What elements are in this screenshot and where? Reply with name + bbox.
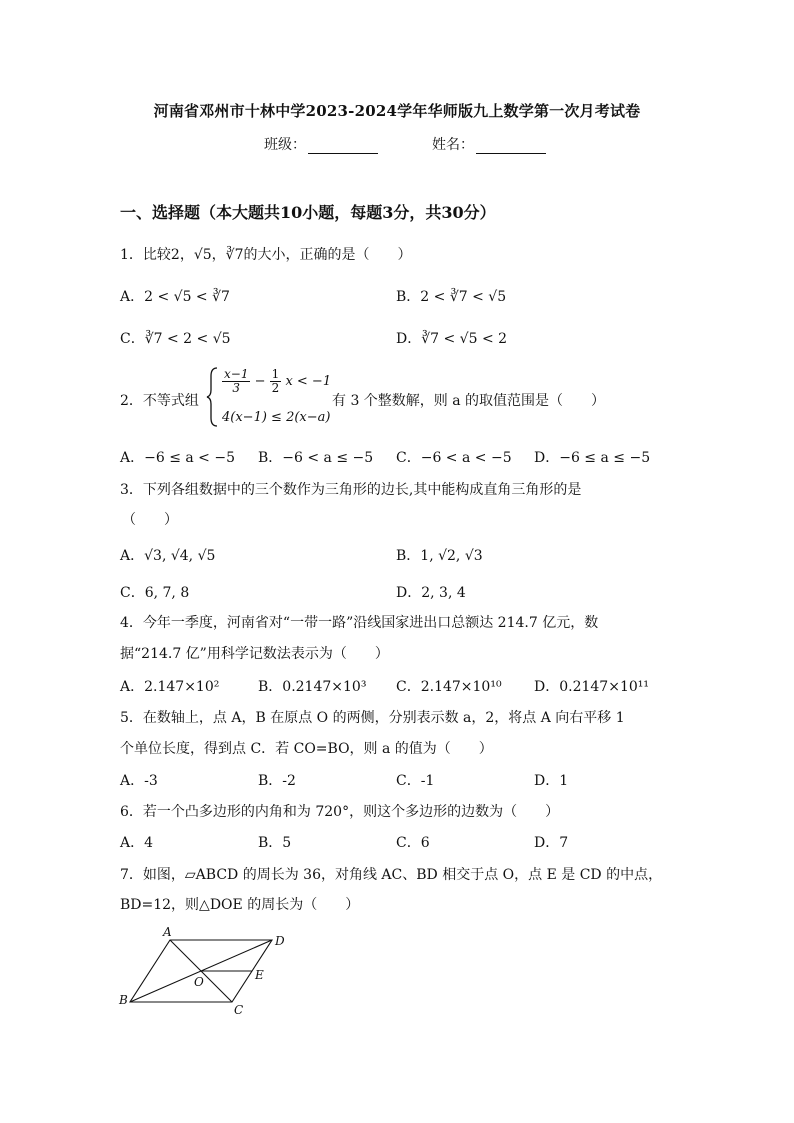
q6-option-c: C．6 [396, 835, 430, 851]
q2-row1-denominator2: 2 [271, 381, 280, 395]
name-blank [476, 139, 546, 154]
class-blank [308, 139, 378, 154]
q5-option-d: D．1 [534, 773, 569, 789]
section-title: 一、选择题（本大题共10小题，每题3分，共30分） [120, 203, 496, 222]
q3-stem: 3．下列各组数据中的三个数作为三角形的边长,其中能构成直角三角形的是 [120, 482, 582, 498]
parallelogram-figure [115, 922, 295, 1017]
q4-option-d: D．0.2147×10¹¹ [534, 679, 649, 695]
q2-row1 [222, 368, 331, 395]
q4-option-c: C．2.147×10¹⁰ [396, 679, 502, 695]
q2-suffix: 有 3 个整数解，则 a 的取值范围是（ ） [332, 393, 606, 409]
q2-row1-denominator: 3 [232, 381, 241, 395]
name-label: 姓名： [432, 137, 474, 153]
q2-row1-numerator2: 1 [271, 367, 280, 381]
q2-row1-minus: − [254, 374, 266, 389]
q4-stem: 4．今年一季度，河南省对“一带一路”沿线国家进出口总额达 214.7 亿元，数 [120, 615, 599, 631]
q2-row1-tail: x < −1 [285, 374, 332, 389]
label-o: O [194, 975, 204, 989]
q3-option-c: C．6, 7, 8 [120, 585, 190, 601]
q6-option-d: D．7 [534, 835, 569, 851]
q2-brace [206, 366, 220, 428]
q5-option-b: B．-2 [258, 773, 296, 789]
q1-stem: 1．比较2，√5，∛7的大小，正确的是（ ） [120, 247, 412, 263]
q5-stem-line2: 个单位长度，得到点 C．若 CO=BO，则 a 的值为（ ） [120, 741, 493, 757]
label-a: A [163, 925, 172, 939]
q7-stem: 7．如图，▱ABCD 的周长为 36，对角线 AC、BD 相交于点 O，点 E 是 CD 的中点， [120, 867, 663, 883]
q2-row2: 4(x−1) ≤ 2(x−a) [222, 410, 331, 425]
q2-row1-numerator: x−1 [224, 367, 249, 381]
q1-option-c: C．∛7 < 2 < √5 [120, 331, 231, 347]
q5-option-a: A．-3 [120, 773, 158, 789]
q4-option-a: A．2.147×10² [120, 679, 220, 695]
name-field [432, 134, 546, 154]
class-field [264, 134, 378, 154]
q2-option-a: A．−6 ≤ a < −5 [120, 450, 235, 466]
q2-option-c: C．−6 < a < −5 [396, 450, 512, 466]
q1-option-b: B．2 < ∛7 < √5 [396, 289, 507, 305]
class-label: 班级： [264, 137, 306, 153]
q3-stem-paren: （ ） [122, 512, 178, 528]
q3-option-b: B．1, √2, √3 [396, 548, 483, 564]
q2-prefix: 2．不等式组 [120, 393, 199, 409]
q3-option-d: D．2, 3, 4 [396, 585, 466, 601]
q2-option-b: B．−6 < a ≤ −5 [258, 450, 374, 466]
label-d: D [275, 934, 285, 948]
q5-stem: 5．在数轴上，点 A，B 在原点 O 的两侧，分别表示数 a，2，将点 A 向右平移 1 [120, 710, 625, 726]
q2-option-d: D．−6 ≤ a ≤ −5 [534, 450, 651, 466]
q6-stem: 6．若一个凸多边形的内角和为 720°，则这个多边形的边数为（ ） [120, 804, 560, 820]
q7-stem-line2: BD=12，则△DOE 的周长为（ ） [120, 897, 360, 913]
exam-title: 河南省邓州市十林中学2023-2024学年华师版九上数学第一次月考试卷 [153, 102, 641, 120]
q4-stem-line2: 据“214.7 亿”用科学记数法表示为（ ） [120, 646, 389, 662]
q4-option-b: B．0.2147×10³ [258, 679, 367, 695]
q6-option-a: A．4 [120, 835, 154, 851]
q5-option-c: C．-1 [396, 773, 435, 789]
label-e: E [255, 968, 264, 982]
q1-option-d: D．∛7 < √5 < 2 [396, 331, 508, 347]
label-c: C [234, 1003, 244, 1017]
q3-option-a: A．√3, √4, √5 [120, 548, 216, 564]
label-b: B [119, 993, 128, 1007]
q6-option-b: B．5 [258, 835, 292, 851]
q1-option-a: A．2 < √5 < ∛7 [120, 289, 230, 305]
